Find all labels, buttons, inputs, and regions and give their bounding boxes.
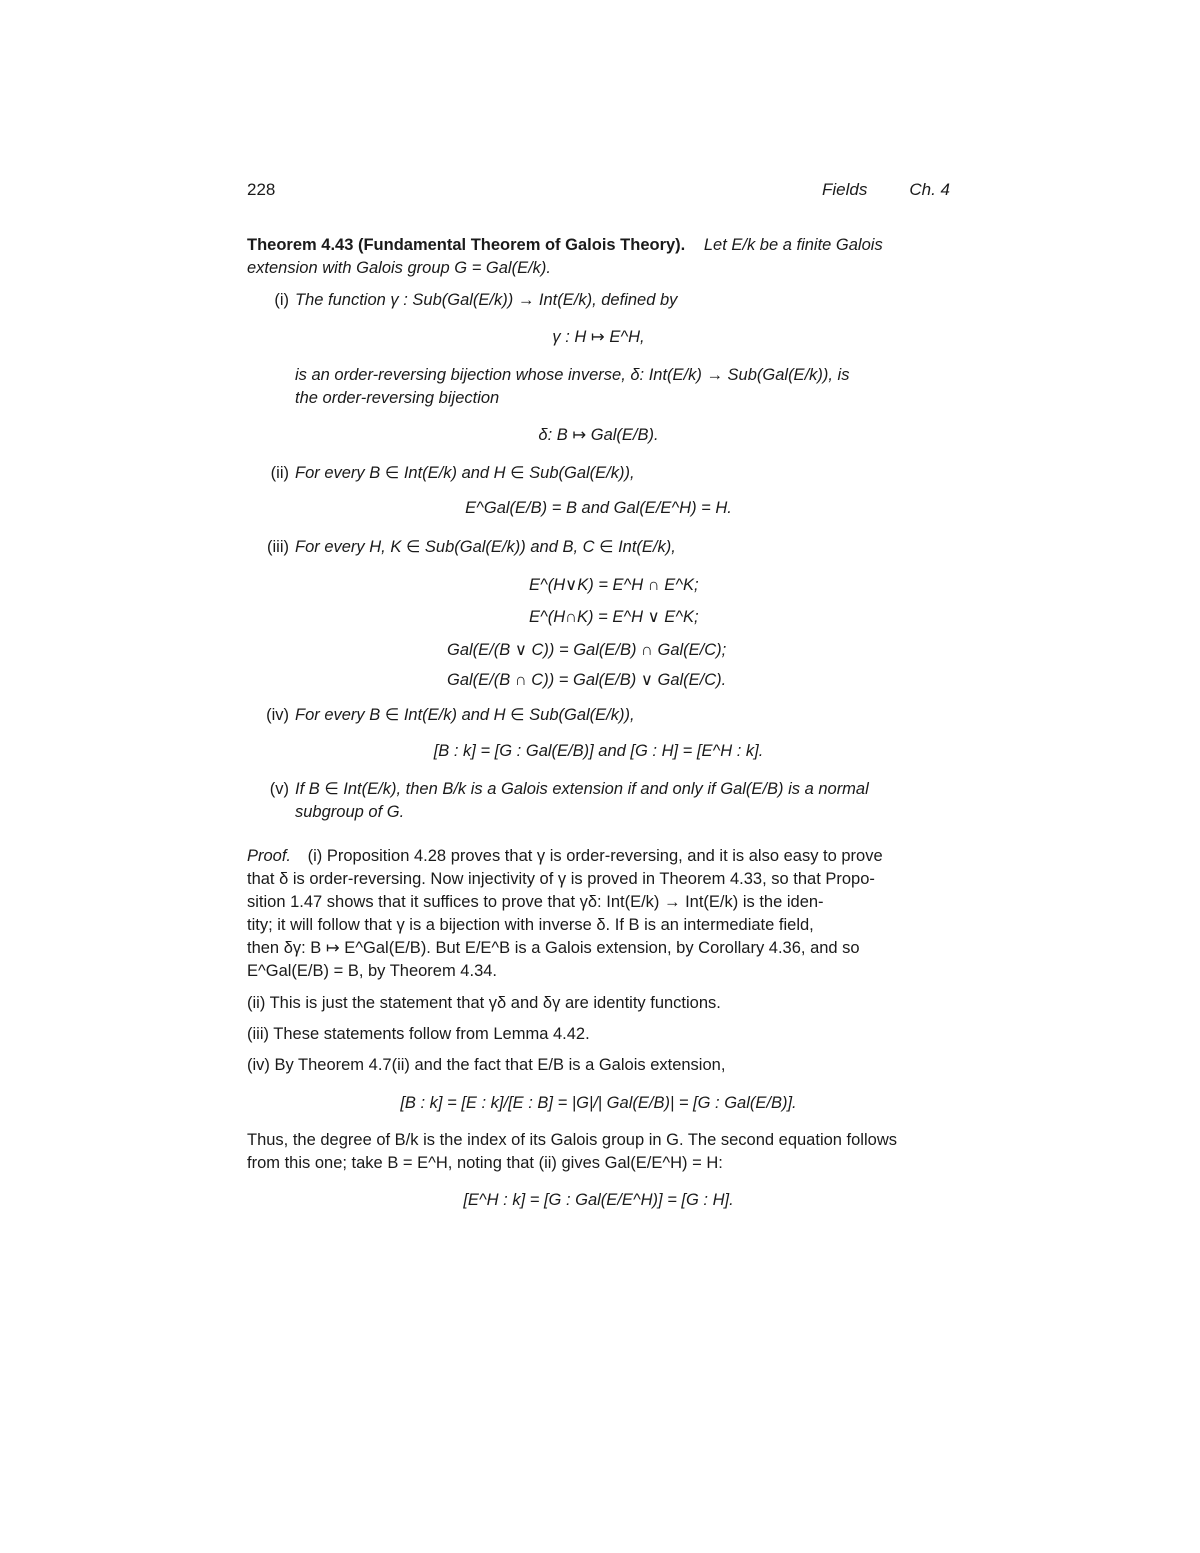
item-iv-text: For every B ∈ Int(E/k) and H ∈ Sub(Gal(E/k)), [295,706,635,724]
proof-p5-line-2: from this one; take B = E^H, noting that (ii) gives Gal(E/E^H) = H: [247,1154,723,1172]
equation-iii-3: Gal(E/(B ∨ C)) = Gal(E/B) ∩ Gal(E/C); [447,641,727,659]
proof-p1-line-5: then δγ: B ↦ E^Gal(E/B). But E/E^B is a Galois extension, by Corollary 4.36, and so [247,939,860,957]
item-label-iv: (iv) [266,706,289,724]
item-i-text-3: the order-reversing bijection [295,389,500,407]
theorem-intro-2: extension with Galois group G = Gal(E/k). [247,259,552,277]
item-ii-text: For every B ∈ Int(E/k) and H ∈ Sub(Gal(E/k)), [295,464,635,482]
proof-equation-1: [B : k] = [E : k]/[E : B] = |G|/| Gal(E/B)| = [G : Gal(E/B)]. [400,1094,797,1112]
equation-iii-1: E^(H∨K) = E^H ∩ E^K; [529,576,699,594]
proof-label: Proof. [247,847,292,865]
equation-iii-2: E^(H∩K) = E^H ∨ E^K; [529,608,699,626]
proof-p1-line-2: that δ is order-reversing. Now injectivity of γ is proved in Theorem 4.33, so that Propo- [247,870,875,888]
item-v-text: If B ∈ Int(E/k), then B/k is a Galois extension if and only if Gal(E/B) is a normal [295,780,869,798]
item-iii-text: For every H, K ∈ Sub(Gal(E/k)) and B, C ∈ Int(E/k), [295,538,676,556]
item-i-text-2: is an order-reversing bijection whose inverse, δ: Int(E/k) → Sub(Gal(E/k)), is [295,366,850,384]
item-label-iii: (iii) [267,538,289,556]
item-i-text: The function γ : Sub(Gal(E/k)) → Int(E/k), defined by [295,291,678,309]
proof-line-1 [247,847,883,867]
proof-p1-line-3: sition 1.47 shows that it suffices to prove that γδ: Int(E/k) → Int(E/k) is the iden- [247,893,824,911]
item-v-text-2: subgroup of G. [295,803,405,821]
equation-delta: δ: B ↦ Gal(E/B). [538,426,659,444]
running-header [247,180,950,210]
proof-p1-line-6: E^Gal(E/B) = B, by Theorem 4.34. [247,962,498,980]
page-content [247,180,950,1209]
proof-p1-line-1: (i) Proposition 4.28 proves that γ is order-reversing, and it is also easy to prove [307,847,883,865]
equation-iv: [B : k] = [G : Gal(E/B)] and [G : H] = [E^H : k]. [433,742,764,760]
proof-p1-line-4: tity; it will follow that γ is a bijection with inverse δ. If B is an intermediate field, [247,916,814,934]
theorem-title: Theorem 4.43 (Fundamental Theorem of Galois Theory). [247,236,686,254]
proof-p2: (ii) This is just the statement that γδ and δγ are identity functions. [247,994,721,1012]
proof-equation-2: [E^H : k] = [G : Gal(E/E^H)] = [G : H]. [463,1191,734,1209]
theorem-intro-1: Let E/k be a finite Galois [703,236,883,254]
proof-p5-line-1: Thus, the degree of B/k is the index of its Galois group in G. The second equation follows [247,1131,897,1149]
chapter-label: Ch. 4 [909,180,950,199]
equation-iii-4: Gal(E/(B ∩ C)) = Gal(E/B) ∨ Gal(E/C). [447,671,727,689]
item-label-v: (v) [269,780,289,798]
page-number: 228 [247,180,276,199]
proof-p4: (iv) By Theorem 4.7(ii) and the fact that E/B is a Galois extension, [247,1056,726,1074]
item-label-ii: (ii) [270,464,289,482]
section-title: Fields [822,180,868,199]
theorem-heading-line [247,236,883,256]
proof-p3: (iii) These statements follow from Lemma 4.42. [247,1025,590,1043]
item-label-i: (i) [274,291,289,309]
equation-ii: E^Gal(E/B) = B and Gal(E/E^H) = H. [465,499,732,517]
equation-gamma: γ : H ↦ E^H, [552,328,645,346]
